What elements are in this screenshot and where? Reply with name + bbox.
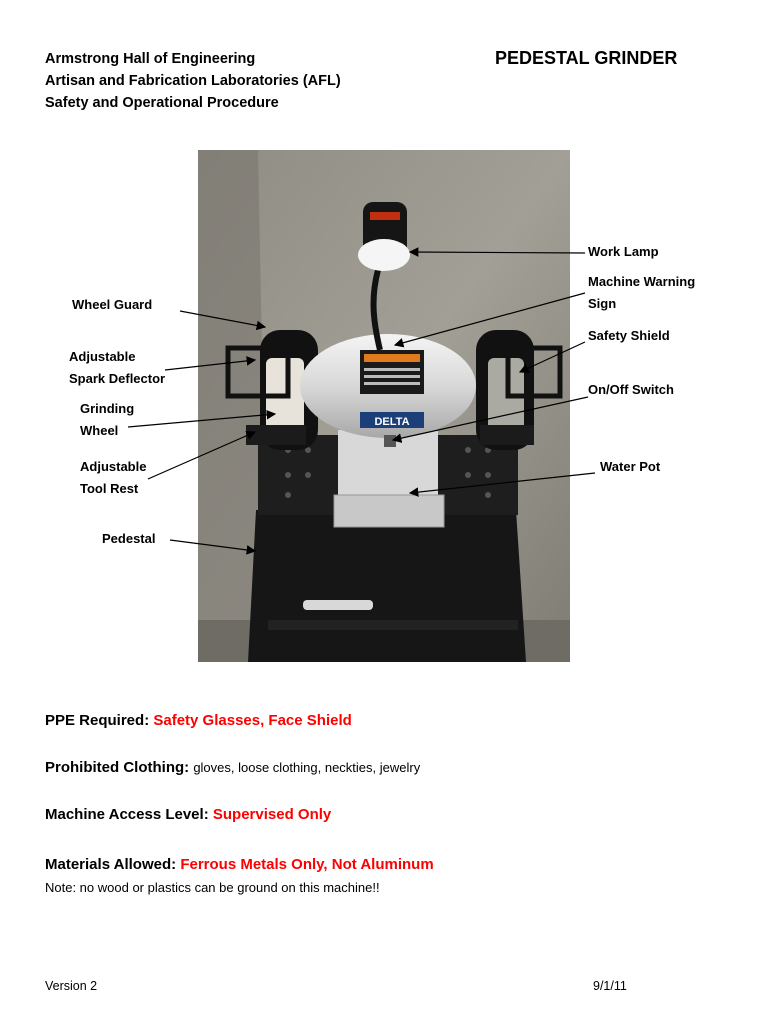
label-work-lamp: Work Lamp [588, 244, 659, 259]
ppe-section [45, 712, 352, 729]
label-tool-rest-2: Tool Rest [80, 481, 139, 496]
water-pot [334, 495, 444, 527]
clothing-label: Prohibited Clothing: [45, 759, 190, 776]
header-line-procedure: Safety and Operational Procedure [45, 95, 279, 111]
label-warning-sign-2: Sign [588, 296, 617, 311]
label-safety-shield: Safety Shield [588, 328, 670, 343]
brand-text: DELTA [374, 416, 410, 428]
header-block [45, 48, 341, 114]
access-label: Machine Access Level: [45, 806, 209, 823]
label-grinding-wheel-1: Grinding [80, 401, 135, 416]
pedestal-stand [248, 510, 526, 662]
access-value: Supervised Only [212, 806, 332, 823]
materials-label: Materials Allowed: [45, 856, 177, 873]
materials-value: Ferrous Metals Only, Not Aluminum [180, 856, 434, 873]
label-wheel-guard: Wheel Guard [72, 297, 153, 312]
label-tool-rest-1: Adjustable [80, 459, 147, 474]
clothing-section [45, 759, 420, 776]
right-tool-rest [480, 425, 534, 445]
label-water-pot: Water Pot [600, 459, 661, 474]
label-pedestal: Pedestal [102, 531, 156, 546]
left-tool-rest [246, 425, 306, 445]
ppe-value: Safety Glasses, Face Shield [153, 712, 352, 729]
header-line-building: Armstrong Hall of Engineering [45, 51, 256, 67]
label-spark-deflector-1: Adjustable [69, 349, 136, 364]
footer-date: 9/1/11 [593, 979, 627, 993]
materials-note: Note: no wood or plastics can be ground on this machine!! [45, 880, 380, 895]
clothing-value: gloves, loose clothing, neckties, jewelry [193, 760, 421, 775]
wrench [303, 600, 373, 610]
grinder-photo [198, 150, 570, 662]
pedestal-shelf [268, 620, 518, 630]
page-title: PEDESTAL GRINDER [495, 48, 678, 68]
header-line-lab: Artisan and Fabrication Laboratories (AFL) [45, 73, 341, 89]
label-spark-deflector-2: Spark Deflector [69, 371, 166, 386]
label-warning-sign-1: Machine Warning [588, 274, 696, 289]
lamp-lens [358, 239, 410, 271]
label-grinding-wheel-2: Wheel [80, 423, 119, 438]
materials-section [45, 856, 434, 873]
footer-version: Version 2 [45, 979, 98, 993]
access-section [45, 806, 331, 823]
label-onoff-switch: On/Off Switch [588, 382, 674, 397]
onoff-switch [384, 435, 396, 447]
ppe-label: PPE Required: [45, 712, 150, 729]
